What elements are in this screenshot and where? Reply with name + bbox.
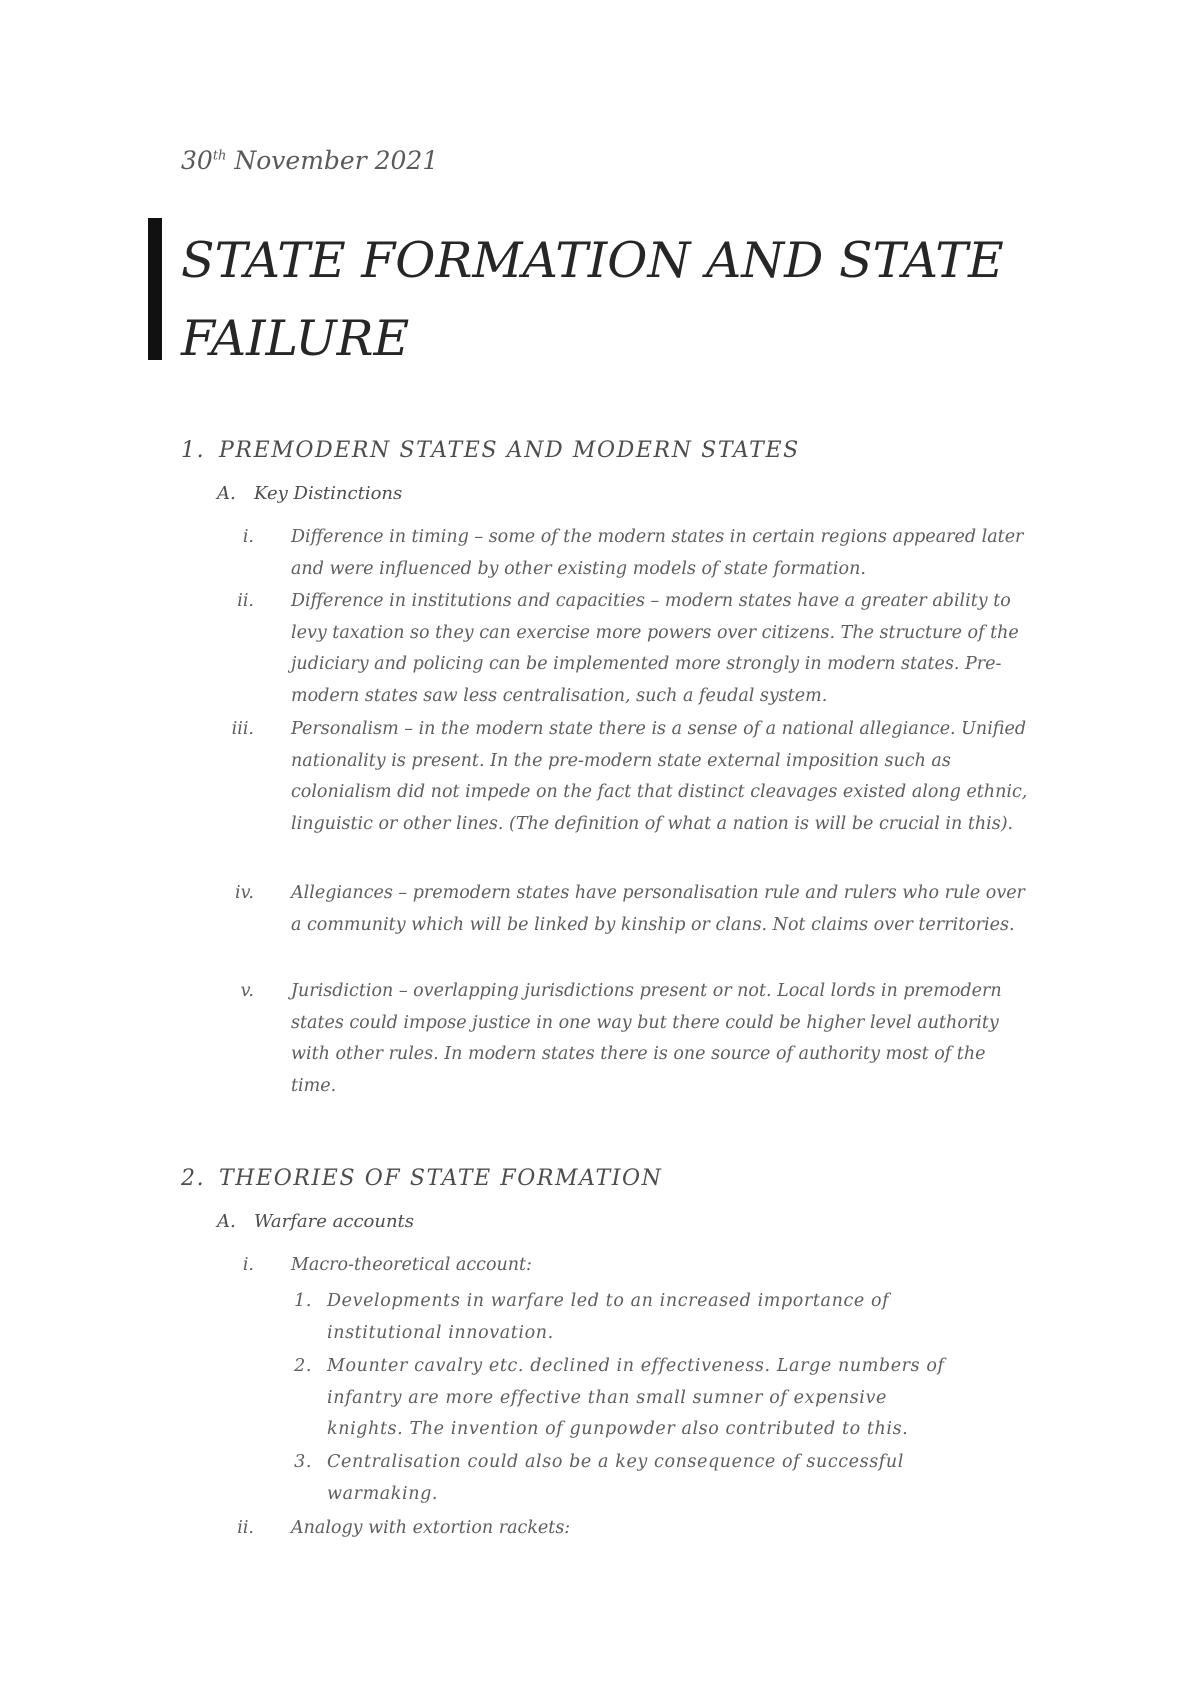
subsection-heading-1a: A. Key Distinctions: [217, 483, 403, 504]
section-heading-1: 1. PREMODERN STATES AND MODERN STATES: [181, 438, 800, 463]
list-item: i. Difference in timing – some of the modern states in certain regions appeared later and were influenced by other existing models of state formation.: [242, 527, 1024, 579]
list-item: v. Jurisdiction – overlapping jurisdictions present or not. Local lords in premodern states could impose justice in one way but there could be higher level authority with other rules. In modern states there is one source of authority most of the time.: [240, 981, 1002, 1096]
sub-list-item: 1. Developments in warfare led to an increased importance of institutional innovation.: [294, 1291, 890, 1343]
sub-list-item: 2. Mounter cavalry etc. declined in effectiveness. Large numbers of infantry are more effective than small sumner of expensive knights. The invention of gunpowder also contributed to this.: [294, 1356, 945, 1439]
list-item: ii. Difference in institutions and capacities – modern states have a greater ability to levy taxation so they can exercise more powers over citizens. The structure of the judiciary and policing can be implemented more strongly in modern states. Pre-modern states saw less centralisation, such a feudal system.: [237, 591, 1019, 706]
list-item: i. Macro-theoretical account:: [242, 1255, 532, 1275]
document-title: STATE FORMATION AND STATE FAILURE: [181, 232, 1004, 367]
document-date: 30th November 2021: [181, 146, 439, 175]
section-heading-2: 2. THEORIES OF STATE FORMATION: [181, 1166, 663, 1191]
subsection-heading-2a: A. Warfare accounts: [217, 1211, 415, 1232]
sub-list-item: 3. Centralisation could also be a key consequence of successful warmaking.: [294, 1452, 904, 1504]
list-item: ii. Analogy with extortion rackets:: [237, 1518, 571, 1538]
list-item: iv. Allegiances – premodern states have personalisation rule and rulers who rule over a community which will be linked by kinship or clans. Not claims over territories.: [235, 883, 1025, 935]
list-item: iii. Personalism – in the modern state there is a sense of a national allegiance. Unified nationality is present. In the pre-modern state external imposition such as colonialism did not impede on the fact that distinct cleavages existed along ethnic, linguistic or other lines. (The definition of what a nation is will be crucial in this).: [231, 719, 1028, 834]
title-accent-bar: [148, 218, 162, 360]
